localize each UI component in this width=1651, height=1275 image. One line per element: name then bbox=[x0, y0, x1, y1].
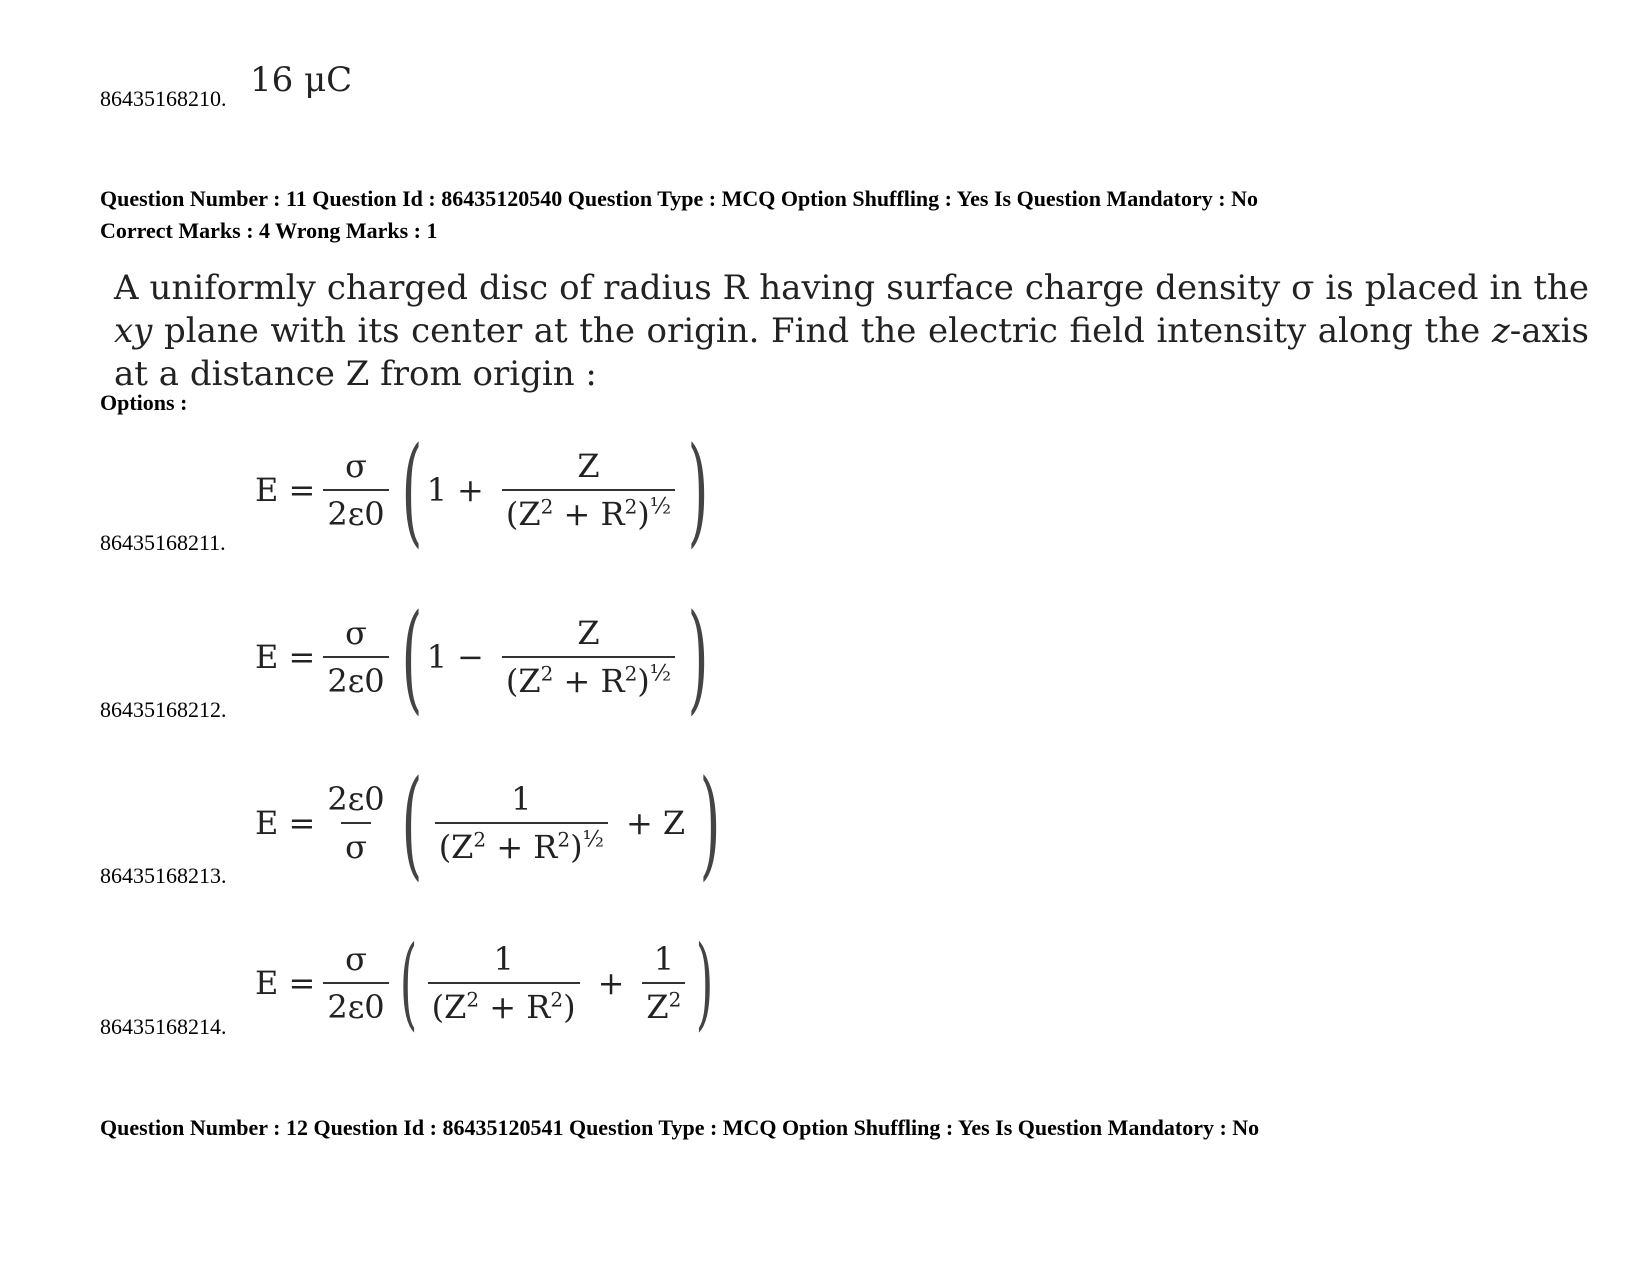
fraction: $\frac{\sigma}{2\varepsilon 0}$ bbox=[323, 940, 388, 1026]
option-id[interactable]: 86435168213. bbox=[100, 863, 227, 888]
option-id[interactable]: 86435168214. bbox=[100, 1014, 227, 1039]
fraction: $\frac{2\varepsilon 0}{\sigma}$ bbox=[327, 780, 385, 866]
fraction: $\frac{1}{(Z^2 + R^2)^{\frac{1}{2}}}$ bbox=[435, 780, 608, 866]
option-id[interactable]: 86435168211. bbox=[100, 530, 226, 555]
option-equation: E = $\frac{\sigma}{2\varepsilon 0}$ ( 1 − $\frac{Z}{(Z^2 + R^2)^{\frac{1}{2}}}$ ) bbox=[255, 588, 709, 726]
fraction: $\frac{1}{Z^2}$ bbox=[642, 940, 685, 1026]
fraction: $\frac{\sigma}{2\varepsilon 0}$ bbox=[323, 614, 388, 700]
fraction: $\frac{Z}{(Z^2 + R^2)^{\frac{1}{2}}}$ bbox=[502, 447, 675, 533]
option-equation: E = $\frac{2\varepsilon 0}{\sigma}$ ( $\frac{1}{(Z^2 + R^2)^{\frac{1}{2}}}$ + Z ) bbox=[255, 754, 721, 892]
question-meta: Question Number : 11 Question Id : 86435120540 Question Type : MCQ Option Shuffling : Yes Is Question Mandatory : No bbox=[100, 186, 1258, 211]
option-value: 16 μC bbox=[250, 60, 353, 100]
question-text: A uniformly charged disc of radius R having surface charge density σ is placed in the xy plane with its center at the origin. Find the electric field intensity along the z-axis at a distance Z from origin : bbox=[114, 268, 1589, 394]
option-equation: E = $\frac{\sigma}{2\varepsilon 0}$ ( $\frac{1}{(Z^2 + R^2)}$ + $\frac{1}{Z^2}$ ) bbox=[255, 924, 714, 1041]
options-label: Options : bbox=[100, 390, 188, 415]
option-id: 86435168210. bbox=[100, 86, 227, 111]
fraction: $\frac{\sigma}{2\varepsilon 0}$ bbox=[323, 447, 388, 533]
option-id[interactable]: 86435168212. bbox=[100, 697, 227, 722]
fraction: $\frac{Z}{(Z^2 + R^2)^{\frac{1}{2}}}$ bbox=[502, 614, 675, 700]
option-equation: E = $\frac{\sigma}{2\varepsilon 0}$ ( 1 + $\frac{Z}{(Z^2 + R^2)^{\frac{1}{2}}}$ ) bbox=[255, 421, 709, 559]
question-meta: Question Number : 12 Question Id : 86435120541 Question Type : MCQ Option Shuffling : Yes Is Question Mandatory : No bbox=[100, 1115, 1260, 1140]
marks-meta: Correct Marks : 4 Wrong Marks : 1 bbox=[100, 218, 438, 243]
fraction: $\frac{1}{(Z^2 + R^2)}$ bbox=[428, 940, 580, 1026]
